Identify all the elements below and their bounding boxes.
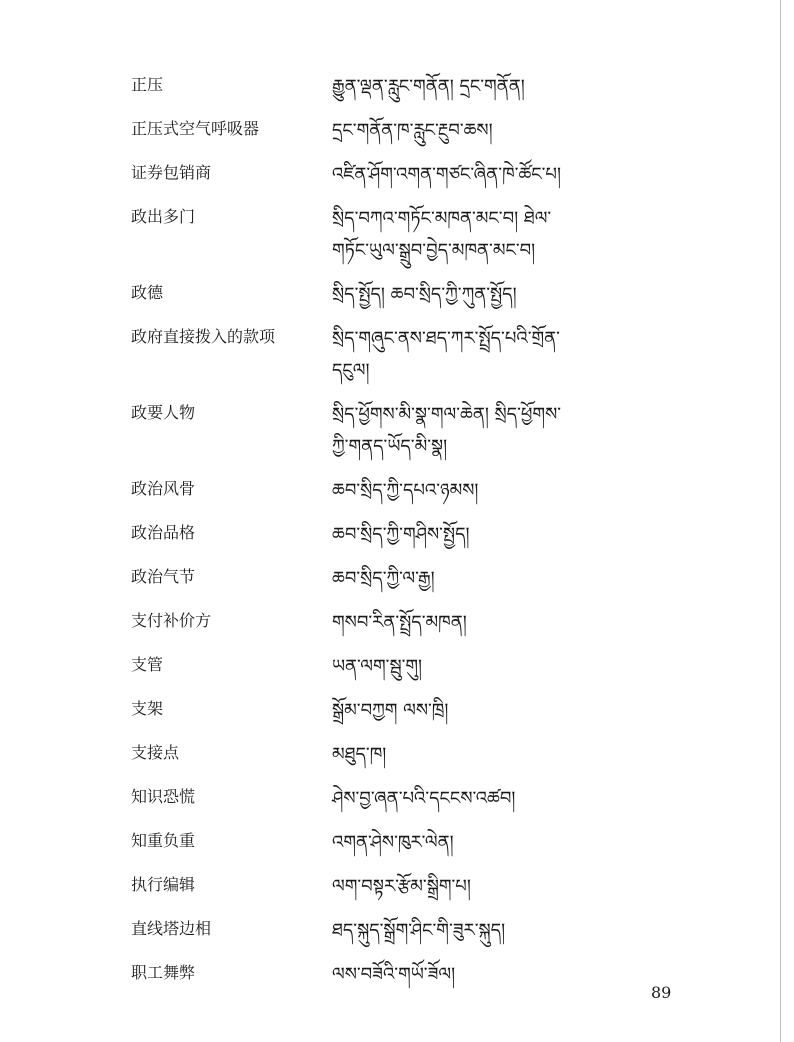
glossary-entry [0, 818, 780, 862]
glossary-entry [0, 62, 780, 106]
chinese-term: 知识恐慌 [131, 787, 196, 806]
chinese-term: 正压 [131, 75, 164, 94]
chinese-term: 支管 [131, 655, 164, 674]
glossary-entry [0, 906, 780, 950]
chinese-term: 支接点 [131, 743, 180, 762]
tibetan-gloss: སྒྲོམ་བཀྱག ལས་ཁྲི། [332, 700, 449, 721]
tibetan-gloss: སྲིད་སྤྱོད། ཆབ་སྲིད་ཀྱི་ཀུན་སྤྱོད། [332, 284, 517, 305]
tibetan-gloss: སྲིད་གཞུང་ནས་ཐད་ཀར་སྤྲོད་པའི་གྲོན་དངུལ། [332, 328, 560, 381]
chinese-term: 政要人物 [131, 403, 196, 422]
glossary-entry [0, 686, 780, 730]
tibetan-gloss: ཆབ་སྲིད་ཀྱི་གཤིས་སྤྱོད། [332, 524, 470, 545]
tibetan-gloss: སྲིད་བཀའ་གཏོང་མཁན་མང་བ། ཐེལ་གཏོང་ཡུལ་སྒྲུབ་བྱེད་མཁན་མང་བ། [332, 208, 552, 261]
chinese-term: 证券包销商 [131, 163, 212, 182]
glossary-entry [0, 314, 780, 390]
glossary-list [0, 62, 780, 994]
tibetan-gloss: ཆབ་སྲིད་ཀྱི་དཔའ་ཉམས། [332, 480, 479, 501]
chinese-term: 政出多门 [131, 207, 196, 226]
page-number: 89 [651, 983, 672, 1002]
page-edge-line [780, 0, 781, 1042]
tibetan-gloss: ཐད་སྐུད་སྒྲོག་ཤིང་གི་ཟུར་སྐུད། [332, 920, 506, 941]
tibetan-gloss: ཡན་ལག་སྦུ་གུ། [332, 656, 423, 677]
chinese-term: 知重负重 [131, 831, 196, 850]
glossary-entry [0, 510, 780, 554]
tibetan-gloss: འགན་ཤེས་ཁུར་ལེན། [332, 832, 454, 853]
tibetan-gloss: འཛིན་ཤོག་འགན་གཙང་ཞིན་ཁེ་ཚོང་པ། [332, 164, 561, 185]
tibetan-gloss: ཤེས་བྱ་ཞན་པའི་དངངས་འཚབ། [332, 788, 516, 809]
glossary-entry [0, 390, 780, 466]
glossary-entry [0, 106, 780, 150]
tibetan-gloss: མཐུད་ཁ། [332, 744, 387, 765]
glossary-entry [0, 598, 780, 642]
chinese-term: 正压式空气呼吸器 [131, 119, 260, 138]
glossary-entry [0, 270, 780, 314]
tibetan-gloss: དྲང་གནོན་ཁ་རླུང་རྔུབ་ཆས། [332, 120, 493, 141]
glossary-entry [0, 774, 780, 818]
tibetan-gloss: ཆབ་སྲིད་ཀྱི་ལ་རྒྱ། [332, 568, 435, 589]
chinese-term: 政治品格 [131, 523, 196, 542]
chinese-term: 政治风骨 [131, 479, 196, 498]
chinese-term: 政德 [131, 283, 164, 302]
glossary-entry [0, 194, 780, 270]
chinese-term: 直线塔边相 [131, 919, 212, 938]
glossary-entry [0, 554, 780, 598]
chinese-term: 职工舞弊 [131, 963, 196, 982]
tibetan-gloss: ལས་བཟོའི་གཡོ་ཟོལ། [332, 964, 456, 985]
chinese-term: 支架 [131, 699, 164, 718]
glossary-entry [0, 862, 780, 906]
glossary-entry [0, 466, 780, 510]
chinese-term: 政府直接拨入的款项 [131, 327, 276, 346]
chinese-term: 支付补价方 [131, 611, 212, 630]
tibetan-gloss: གསབ་རིན་སྤྲོད་མཁན། [332, 612, 467, 633]
glossary-entry [0, 150, 780, 194]
glossary-entry [0, 730, 780, 774]
chinese-term: 政治气节 [131, 567, 196, 586]
tibetan-gloss: ལག་བསྟར་རྩོམ་སྒྲིག་པ། [332, 876, 471, 897]
tibetan-gloss: རྒྱུན་ལྡན་རླུང་གནོན། དྲང་གནོན། [332, 76, 525, 97]
chinese-term: 执行编辑 [131, 875, 196, 894]
glossary-entry [0, 642, 780, 686]
tibetan-gloss: སྲིད་ཕྱོགས་མི་སྣ་གལ་ཆེན། སྲིད་ཕྱོགས་ཀྱི་གནད་ཡོད་མི་སྣ། [332, 404, 562, 457]
